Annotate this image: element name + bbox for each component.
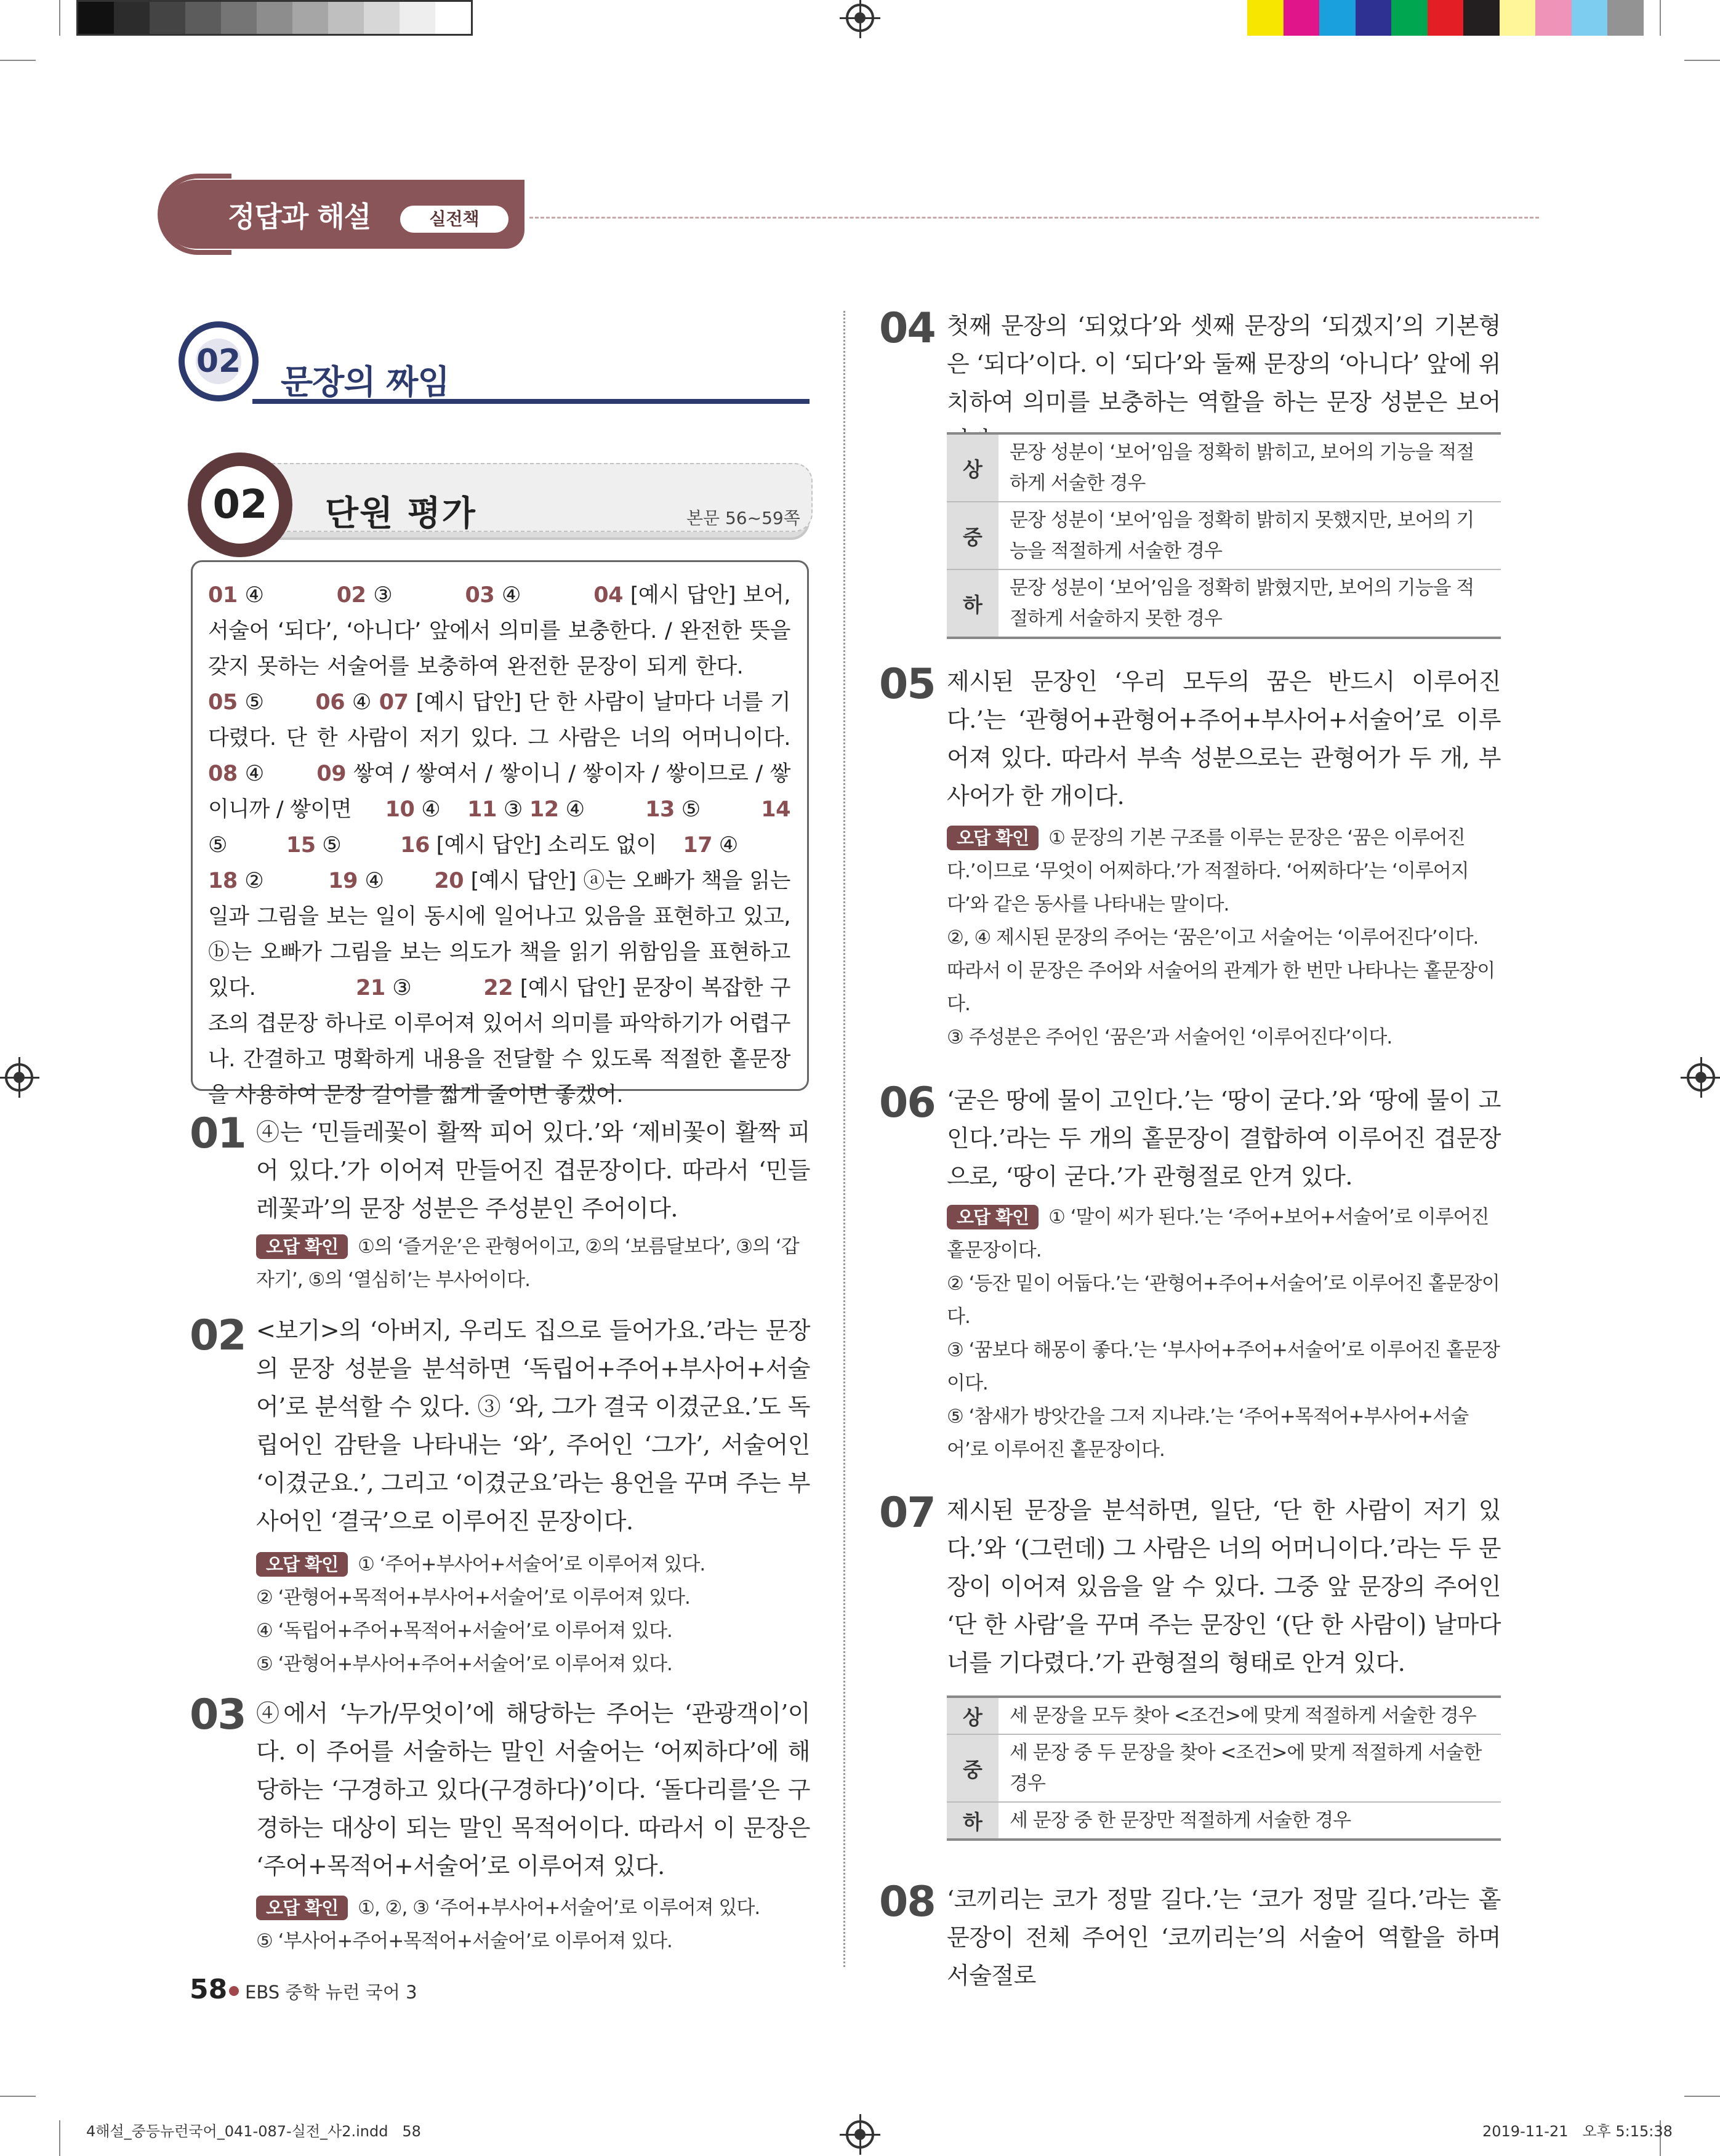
answer-key-text: 01 ④ 02 ③ 03 ④ 04 [예시 답안] 보어, 서술어 ‘되다’, ‘아니다’ 앞에서 의미를 보충한다. / 완전한 뜻을 갖지 못하는 서술어를 보충하여 완전한 문장이 되게 한다. 05 ⑤ 06 ④ 07 [예시 답안] 단 한 사람이 날마다 너를 기다렸다. 단 한 사람이 저기 있다. 그 사람은 너의 어머니이다. 08 ④ 09 쌓여 / 쌓여서 / 쌓이니 / 쌓이자 / 쌓이므로 / 쌓이니까 / 쌓이면 10 ④ 11 ③ 12 ④ 13 ⑤ 14 ⑤ 15 ⑤ 16 [예시 답안] 소리도 없이 17 ④ 18 ② 19 ④ 20 [예시 답안] ⓐ는 오빠가 책을 읽는 일과 그림을 보는 일이 동시에 일어나고 있음을 표현하고 있고, ⓑ는 오빠가 그림을 보는 의도가 책을 읽기 위함임을 표현하고 있다. 21 ③ 22 [예시 답안] 문장이 복잡한 구조의 겹문장 하나로 이루어져 있어서 의미를 파악하기가 어렵구나. 간결하고 명확하게 내용을 전달할 수 있도록 적절한 홑문장을 사용하여 문장 길이를 짧게 줄이면 좋겠어.	[208, 583, 791, 1108]
wrong-answer-tag: 오답 확인	[947, 1205, 1039, 1229]
footer-book-title: EBS 중학 뉴런 국어 3	[245, 1982, 417, 2003]
question-number: 04	[879, 304, 935, 353]
question-number: 05	[879, 660, 935, 709]
crop-mark	[0, 60, 36, 61]
slug-file-name: 4해설_중등뉴런국어_041-087-실전_사2.indd 58	[86, 2123, 421, 2140]
wrong-answer-tag: 오답 확인	[947, 826, 1039, 850]
rubric-table	[947, 432, 1501, 639]
slug-date: 2019-11-21 오후 5:15:38	[1482, 2123, 1673, 2140]
registration-mark-icon	[1687, 1063, 1715, 1092]
section-number-badge	[179, 321, 259, 401]
question-body: <보기>의 ‘아버지, 우리도 집으로 들어가요.’라는 문장의 문장 성분을 분석하면 ‘독립어+주어+부사어+서술어’로 분석할 수 있다. ③ ‘와, 그가 결국 이겼군요.’도 독립어인 감탄을 나타내는 ‘와’, 주어인 ‘그가’, 서술어인 ‘이겼군요.’, 그리고 ‘이겼군요’라는 용언을 꾸며 주는 부사어인 ‘결국’으로 이루어진 문장이다.	[256, 1317, 810, 1535]
crop-mark	[1684, 2096, 1720, 2097]
section-title: 문장의 짜임	[281, 363, 449, 401]
gray-scale-bar	[76, 0, 473, 36]
rubric-row: 하 문장 성분이 ‘보어’임을 정확히 밝혔지만, 보어의 기능을 적절하게 서술하지 못한 경우	[947, 570, 1501, 637]
question-body: 제시된 문장인 ‘우리 모두의 꿈은 반드시 이루어진다.’는 ‘관형어+관형어+주어+부사어+서술어’로 이루어져 있다. 따라서 부속 성분으로는 관형어가 두 개, 부사어가 한 개이다.	[947, 668, 1501, 810]
registration-mark-icon	[846, 2120, 874, 2149]
question-body: 제시된 문장을 분석하면, 일단, ‘단 한 사람이 저기 있다.’와 ‘(그런데) 그 사람은 너의 어머니이다.’라는 두 문장이 이어져 있음을 알 수 있다. 그중 앞 문장의 주어인 ‘단 한 사람’을 꾸며 주는 문장인 ‘(단 한 사람이) 날마다 너를 기다렸다.’가 관형절의 형태로 안겨 있다.	[947, 1497, 1501, 1676]
wrong-answer-note: 오답 확인 ①의 ‘즐거운’은 관형어이고, ②의 ‘보름달보다’, ③의 ‘갑자기’, ⑤의 ‘열심히’는 부사어이다.	[256, 1236, 799, 1291]
wrong-answer-tag: 오답 확인	[256, 1896, 348, 1920]
wrong-answer-tag: 오답 확인	[256, 1552, 348, 1577]
rubric-row: 중 세 문장 중 두 문장을 찾아 <조건>에 맞게 적절하게 서술한 경우	[947, 1735, 1501, 1803]
rubric-row: 상 세 문장을 모두 찾아 <조건>에 맞게 적절하게 서술한 경우	[947, 1698, 1501, 1735]
crop-mark	[1684, 60, 1720, 61]
color-bar	[1247, 0, 1644, 36]
header-title: 정답과 해설	[228, 200, 371, 233]
question-body: ④에서 ‘누가/무엇이’에 해당하는 주어는 ‘관광객이’이다. 이 주어를 서술하는 말인 서술어는 ‘어찌하다’에 해당하는 ‘구경하고 있다(구경하다)’이다. ‘돌다리를’은 구경하는 대상이 되는 말인 목적어이다. 따라서 이 문장은 ‘주어+목적어+서술어’로 이루어져 있다.	[256, 1700, 810, 1880]
rubric-row: 상 문장 성분이 ‘보어’임을 정확히 밝히고, 보어의 기능을 적절하게 서술한 경우	[947, 435, 1501, 502]
question-number: 07	[879, 1489, 935, 1537]
crop-mark	[0, 2096, 36, 2097]
unit-number: 02	[201, 466, 279, 544]
footer-bullet	[229, 1986, 239, 1996]
unit-number-badge	[188, 453, 292, 557]
wrong-answer-note: 오답 확인 ①, ②, ③ ‘주어+부사어+서술어’로 이루어져 있다. ⑤ ‘부사어+주어+목적어+서술어’로 이루어져 있다.	[256, 1897, 760, 1952]
question-number: 03	[190, 1691, 246, 1739]
registration-mark-icon	[846, 4, 874, 32]
registration-mark-icon	[5, 1063, 33, 1092]
column-divider	[843, 311, 845, 1967]
wrong-answer-note: 오답 확인 ① ‘말이 씨가 된다.’는 ‘주어+보어+서술어’로 이루어진 홑문장이다. ② ‘등잔 밑이 어둡다.’는 ‘관형어+주어+서술어’로 이루어진 홑문장이다. ③ ‘꿈보다 해몽이 좋다.’는 ‘부사어+주어+서술어’로 이루어진 홑문장이다. ⑤ ‘참새가 방앗간을 그저 지나랴.’는 ‘주어+목적어+부사어+서술어’로 이루어진 홑문장이다.	[947, 1206, 1500, 1461]
wrong-answer-note: 오답 확인 ① ‘주어+부사어+서술어’로 이루어져 있다. ② ‘관형어+목적어+부사어+서술어’로 이루어져 있다. ④ ‘독립어+주어+목적어+서술어’로 이루어져 있다. ⑤ ‘관형어+부사어+주어+서술어’로 이루어져 있다.	[256, 1553, 705, 1675]
wrong-answer-note: 오답 확인 ① 문장의 기본 구조를 이루는 문장은 ‘꿈은 이루어진다.’이므로 ‘무엇이 어찌하다.’가 적절하다. ‘어찌하다’는 ‘이루어지다’와 같은 동사를 나타내는 말이다. ②, ④ 제시된 문장의 주어는 ‘꿈은’이고 서술어는 ‘이루어진다’이다. 따라서 이 문장은 주어와 서술어의 관계가 한 번만 나타나는 홑문장이다. ③ 주성분은 주어인 ‘꿈은’과 서술어인 ‘이루어진다’이다.	[947, 827, 1495, 1048]
question-body: ‘굳은 땅에 물이 고인다.’는 ‘땅이 굳다.’와 ‘땅에 물이 고인다.’라는 두 개의 홑문장이 결합하여 이루어진 겹문장으로, ‘땅이 굳다.’가 관형절로 안겨 있다.	[947, 1087, 1501, 1190]
page-number: 58	[190, 1974, 228, 2005]
question-body: 첫째 문장의 ‘되었다’와 셋째 문장의 ‘되겠지’의 기본형은 ‘되다’이다. 이 ‘되다’와 둘째 문장의 ‘아니다’ 앞에 위치하여 의미를 보충하는 역할을 하는 문장 성분은 보어	[947, 312, 1501, 416]
question-body: ‘코끼리는 코가 정말 길다.’는 ‘코가 정말 길다.’라는 홑문장이 전체 주어인 ‘코끼리는’의 서술어 역할을 하며 서술절로	[947, 1886, 1501, 1989]
question-number: 08	[879, 1878, 935, 1926]
crop-mark	[59, 2120, 60, 2156]
crop-mark	[59, 0, 60, 36]
crop-mark	[1660, 0, 1661, 36]
question-number: 02	[190, 1311, 246, 1360]
question-body: ④는 ‘민들레꽃이 활짝 피어 있다.’와 ‘제비꽃이 활짝 피어 있다.’가 이어져 만들어진 겹문장이다. 따라서 ‘민들레꽃과’의 문장 성분은 주성분인 주어이다.	[256, 1119, 810, 1222]
rubric-table	[947, 1695, 1501, 1841]
unit-page-range: 본문 56~59쪽	[686, 508, 800, 528]
unit-title: 단원 평가	[325, 494, 476, 534]
header-dashed-rule	[529, 217, 1539, 219]
section-number: 02	[196, 339, 241, 384]
question-number: 01	[190, 1109, 246, 1158]
wrong-answer-tag: 오답 확인	[256, 1234, 348, 1259]
header-badge: 실전책	[400, 206, 508, 233]
question-number: 06	[879, 1079, 935, 1127]
rubric-row: 하 세 문장 중 한 문장만 적절하게 서술한 경우	[947, 1803, 1501, 1838]
rubric-row: 중 문장 성분이 ‘보어’임을 정확히 밝히지 못했지만, 보어의 기능을 적절하게 서술한 경우	[947, 502, 1501, 570]
